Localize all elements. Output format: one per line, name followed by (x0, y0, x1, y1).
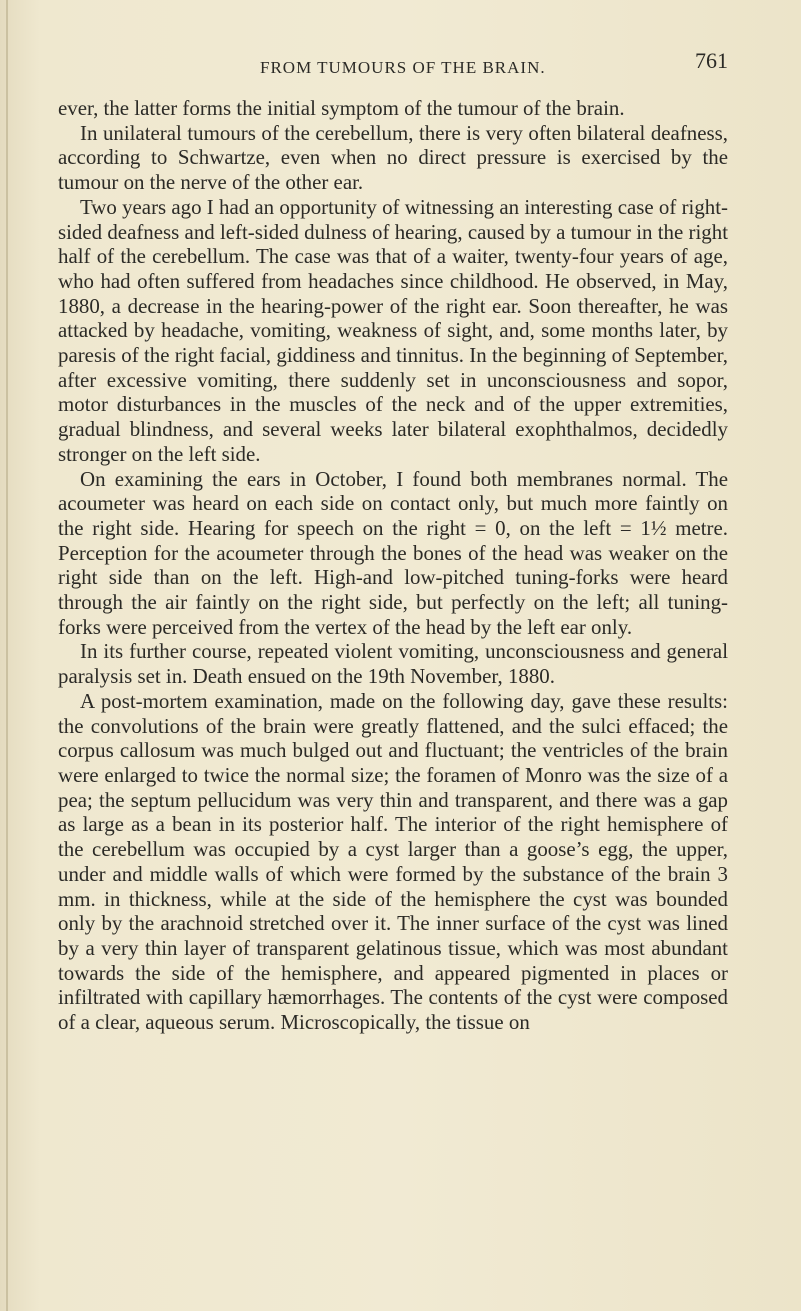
paragraph-post-mortem: A post-mortem examination, made on the following day, gave these results: the convolutions of the brain were greatly flattened, and the sulci effaced; the corpus callosum was much bulged out and fluctuant; the ventricles of the brain were enlarged to twice the normal size; the foramen of Monro was the size of a pea; the septum pellucidum was very thin and transparent, and there was a gap as large as a bean in its posterior half. The interior of the right hemisphere of the cerebellum was occupied by a cyst larger than a goose’s egg, the upper, under and middle walls of which were formed by the substance of the brain 3 mm. in thickness, while at the side of the hemisphere the cyst was bounded only by the arachnoid stretched over it. The inner surface of the cyst was lined by a very thin layer of transparent gelatinous tissue, which was most abundant towards the side of the hemisphere, and appeared pigmented in places or infiltrated with capillary hæmorrhages. The contents of the cyst were composed of a clear, aqueous serum. Microscopically, the tissue on (58, 688, 728, 1035)
running-title: FROM TUMOURS OF THE BRAIN. (260, 58, 546, 77)
paragraph-further-course: In its further course, repeated violent vomiting, unconsciousness and general paralysis set in. Death ensued on the 19th November, 1880. (58, 639, 728, 689)
page-gutter-edge (6, 0, 8, 1311)
paragraph-ear-examination: On examining the ears in October, I found both membranes normal. The acoumeter was heard on each side on contact only, but much more faintly on the right side. Hearing for speech on the right = 0, on the left = 1½ metre. Perception for the acoumeter through the bones of the head was weaker on the right side than on the left. High-and low-pitched tuning-forks were heard through the air faintly on the right side, but perfectly on the left; all tuning-forks were perceived from the vertex of the head by the left ear only. (58, 466, 728, 639)
body-text (58, 96, 728, 1035)
paragraph-bilateral-deafness: In unilateral tumours of the cerebellum, there is very often bilateral deafness, according to Schwartze, even when no direct pressure is exercised by the tumour on the nerve of the other ear. (58, 120, 728, 195)
paragraph-continuation: ever, the latter forms the initial symptom of the tumour of the brain. (58, 96, 625, 120)
page-number: 761 (695, 48, 728, 73)
paragraph-case-history: Two years ago I had an opportunity of witnessing an interesting case of right-sided deafness and left-sided dulness of hearing, caused by a tumour in the right half of the cerebellum. The case was that of a waiter, twenty-four years of age, who had often suffered from headaches since childhood. He observed, in May, 1880, a decrease in the hearing-power of the right ear. Soon thereafter, he was attacked by headache, vomiting, weakness of sight, and, some months later, by paresis of the right facial, giddiness and tinnitus. In the beginning of September, after excessive vomiting, there suddenly set in unconsciousness and sopor, motor disturbances in the muscles of the neck and of the upper extremities, gradual blindness, and several weeks later bilateral exophthalmos, decidedly stronger on the left side. (58, 194, 728, 466)
